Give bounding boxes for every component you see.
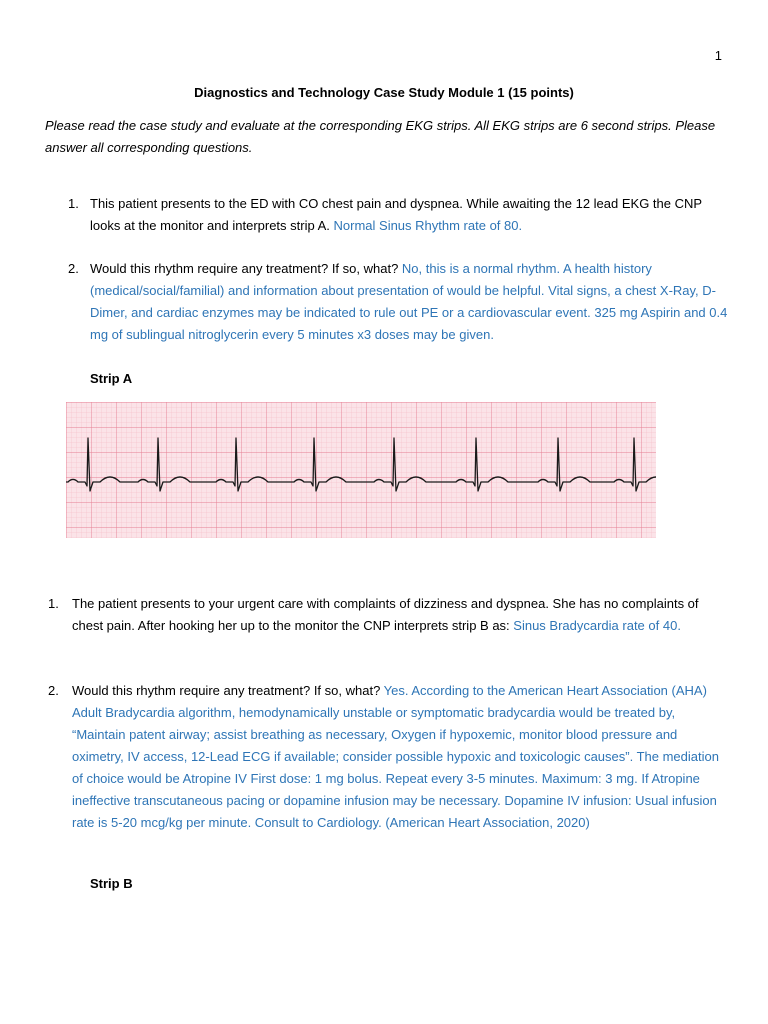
question-text: The patient presents to your urgent care with complaints of dizziness and dyspnea. She has no complaints of chest pain. After hooking her up to the monitor the CNP interprets strip B as:	[72, 596, 699, 633]
question-a2	[68, 258, 728, 346]
answer-text: Yes. According to the American Heart Association (AHA) Adult Bradycardia algorithm, hemodynamically unstable or symptomatic bradycardia would be treated by, “Maintain patent airway; assist breathing as necessary, Oxygen if hypoxemic, monitor blood pressure and oximetry, IV access, 12-Lead ECG if available; consider possible hypoxic and toxicologic causes”. The mediation of choice would be Atropine IV First dose: 1 mg bolus. Repeat every 3-5 minutes. Maximum: 3 mg. If Atropine ineffective transcutaneous pacing or dopamine infusion may be necessary. Dopamine IV infusion: Usual infusion rate is 5-20 mcg/kg per minute. Consult to Cardiology. (American Heart Association, 2020)	[72, 683, 719, 830]
question-a1	[68, 193, 728, 237]
question-number: 2.	[48, 683, 59, 698]
answer-text: Sinus Bradycardia rate of 40.	[513, 618, 681, 633]
question-number: 1.	[48, 596, 59, 611]
ekg-grid	[66, 402, 656, 538]
question-text: Would this rhythm require any treatment? If so, what?	[90, 261, 402, 276]
question-b2	[48, 680, 728, 834]
question-number: 2.	[68, 261, 79, 276]
ekg-strip-a	[66, 402, 656, 538]
question-text: Would this rhythm require any treatment? If so, what?	[72, 683, 384, 698]
page-number: 1	[714, 48, 722, 63]
instructions: Please read the case study and evaluate at the corresponding EKG strips. All EKG strips are 6 second strips. Please answer all corresponding questions.	[45, 118, 716, 155]
question-text: This patient presents to the ED with CO chest pain and dyspnea. While awaiting the 12 lead EKG the CNP looks at the monitor and interprets strip A.	[90, 196, 702, 233]
question-number: 1.	[68, 196, 79, 211]
strip-b-label: Strip B	[90, 876, 133, 891]
answer-text: No, this is a normal rhythm. A health history (medical/social/familial) and information about presentation of would be helpful. Vital signs, a chest X-Ray, D-Dimer, and cardiac enzymes may be indicated to rule out PE or a cardiovascular event. 325 mg Aspirin and 0.4 mg of sublingual nitroglycerin every 5 minutes x3 doses may be given.	[90, 261, 728, 342]
question-b1	[48, 593, 728, 637]
document-title: Diagnostics and Technology Case Study Module 1 (15 points)	[194, 85, 574, 100]
strip-a-label: Strip A	[90, 371, 133, 386]
answer-text: Normal Sinus Rhythm rate of 80.	[333, 218, 523, 233]
